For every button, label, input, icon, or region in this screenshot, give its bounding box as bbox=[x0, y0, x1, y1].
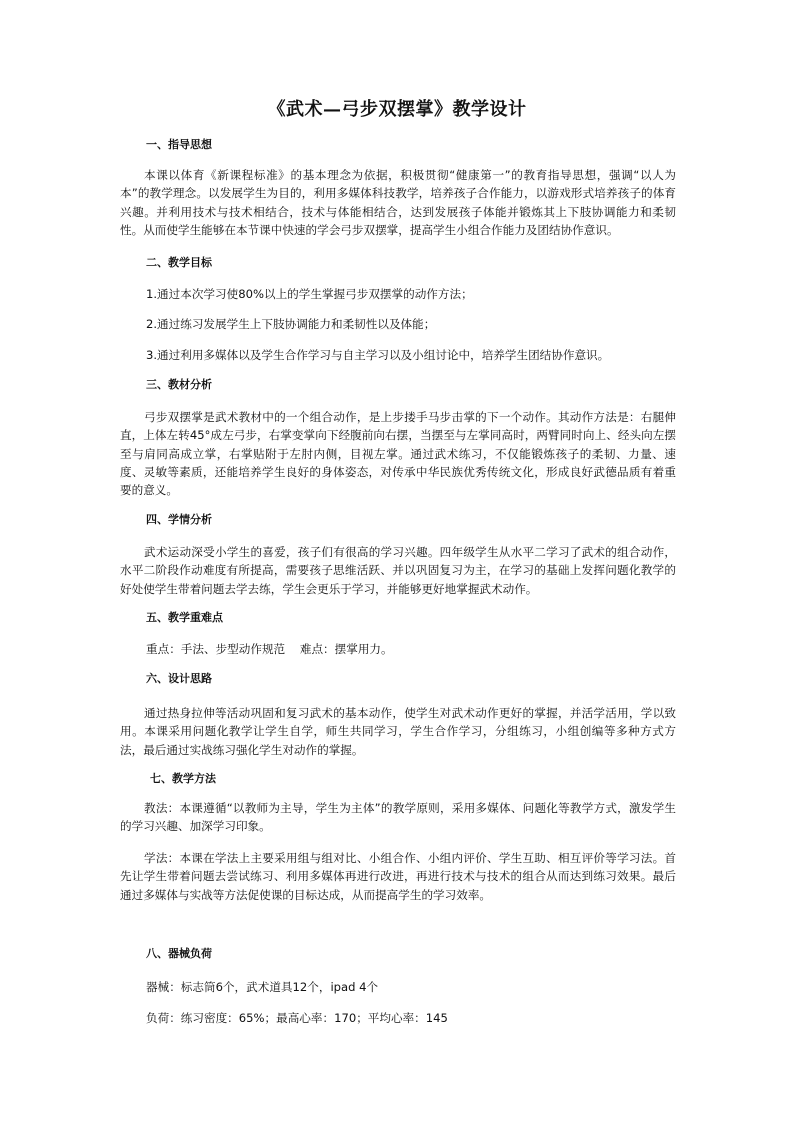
section-heading-material-analysis: 三、教材分析 bbox=[146, 378, 212, 391]
key-points-line: 重点：手法、步型动作规范 难点：摆掌用力。 bbox=[146, 642, 393, 656]
teaching-goal-item-1: 1.通过本次学习使80%以上的学生掌握弓步双摆掌的动作方法； bbox=[146, 287, 473, 301]
section-heading-teaching-methods: 七、教学方法 bbox=[150, 772, 216, 785]
section-heading-guiding-ideology: 一、指导思想 bbox=[146, 138, 212, 151]
teaching-goal-item-3: 3.通过利用多媒体以及学生合作学习与自主学习以及小组讨论中，培养学生团结协作意识。 bbox=[146, 348, 610, 362]
section-heading-key-points: 五、教学重难点 bbox=[146, 611, 223, 624]
section-heading-teaching-goals: 二、教学目标 bbox=[146, 256, 212, 269]
equipment-line: 器械：标志筒6个，武术道具12个，ipad 4个 bbox=[146, 980, 379, 994]
section-heading-student-analysis: 四、学情分析 bbox=[146, 513, 212, 526]
load-line: 负荷：练习密度：65%；最高心率：170；平均心率：145 bbox=[146, 1011, 448, 1025]
section-paragraph-material-analysis: 弓步双摆掌是武术教材中的一个组合动作，是上步搂手马步击掌的下一个动作。其动作方法是：右腿伸直，上体左转45°成左弓步，右掌变掌向下经腹前向右摆，当摆至与左掌同高时，两臂同时向上、经头向左摆至与肩同高成立掌，右掌贴附于左肘内侧，目视左掌。通过武术练习，不仅能锻炼孩子的柔韧、力量、速度、灵敏等素质，还能培养学生良好的身体姿态，对传承中华民族优秀传统文化，形成良好武德品质有着重要的意义。 bbox=[120, 410, 676, 498]
section-heading-equipment-load: 八、器械负荷 bbox=[146, 947, 212, 960]
document-title: 《武术—弓步双摆掌》教学设计 bbox=[267, 99, 527, 120]
teaching-goal-item-2: 2.通过练习发展学生上下肢协调能力和柔韧性以及体能； bbox=[146, 317, 436, 331]
teaching-method-paragraph: 教法：本课遵循“以教师为主导，学生为主体”的教学原则，采用多媒体、问题化等教学方式，激发学生的学习兴趣、加深学习印象。 bbox=[120, 801, 676, 834]
section-paragraph-guiding-ideology: 本课以体育《新课程标准》的基本理念为依据，积极贯彻“健康第一”的教育指导思想，强调“以人为本”的教学理念。以发展学生为目的，利用多媒体科技教学，培养孩子合作能力，以游戏形式培养孩子的体育兴趣。并利用技术与技术相结合，技术与体能相结合，达到发展孩子体能并锻炼其上下肢协调能力和柔韧性。从而使学生能够在本节课中快速的学会弓步双摆掌，提高学生小组合作能力及团结协作意识。 bbox=[120, 168, 676, 237]
section-paragraph-student-analysis: 武术运动深受小学生的喜爱，孩子们有很高的学习兴趣。四年级学生从水平二学习了武术的组合动作，水平二阶段作动难度有所提高，需要孩子思维活跃、并以巩固复习为主，在学习的基础上发挥问题化教学的好处使学生带着问题去学去练，学生会更乐于学习，并能够更好地掌握武术动作。 bbox=[120, 545, 676, 596]
section-heading-design-ideas: 六、设计思路 bbox=[146, 672, 212, 685]
section-paragraph-design-ideas: 通过热身拉伸等活动巩固和复习武术的基本动作，使学生对武术动作更好的掌握，并活学活用，学以致用。本课采用问题化教学让学生自学，师生共同学习，学生合作学习，分组练习，小组创编等多种方式方法，最后通过实战练习强化学生对动作的掌握。 bbox=[120, 706, 676, 757]
learning-method-paragraph: 学法：本课在学法上主要采用组与组对比、小组合作、小组内评价、学生互助、相互评价等学习法。首先让学生带着问题去尝试练习、利用多媒体再进行改进，再进行技术与技术的组合从而达到练习效果。最后通过多媒体与实战等方法促使课的目标达成，从而提高学生的学习效率。 bbox=[120, 851, 676, 902]
